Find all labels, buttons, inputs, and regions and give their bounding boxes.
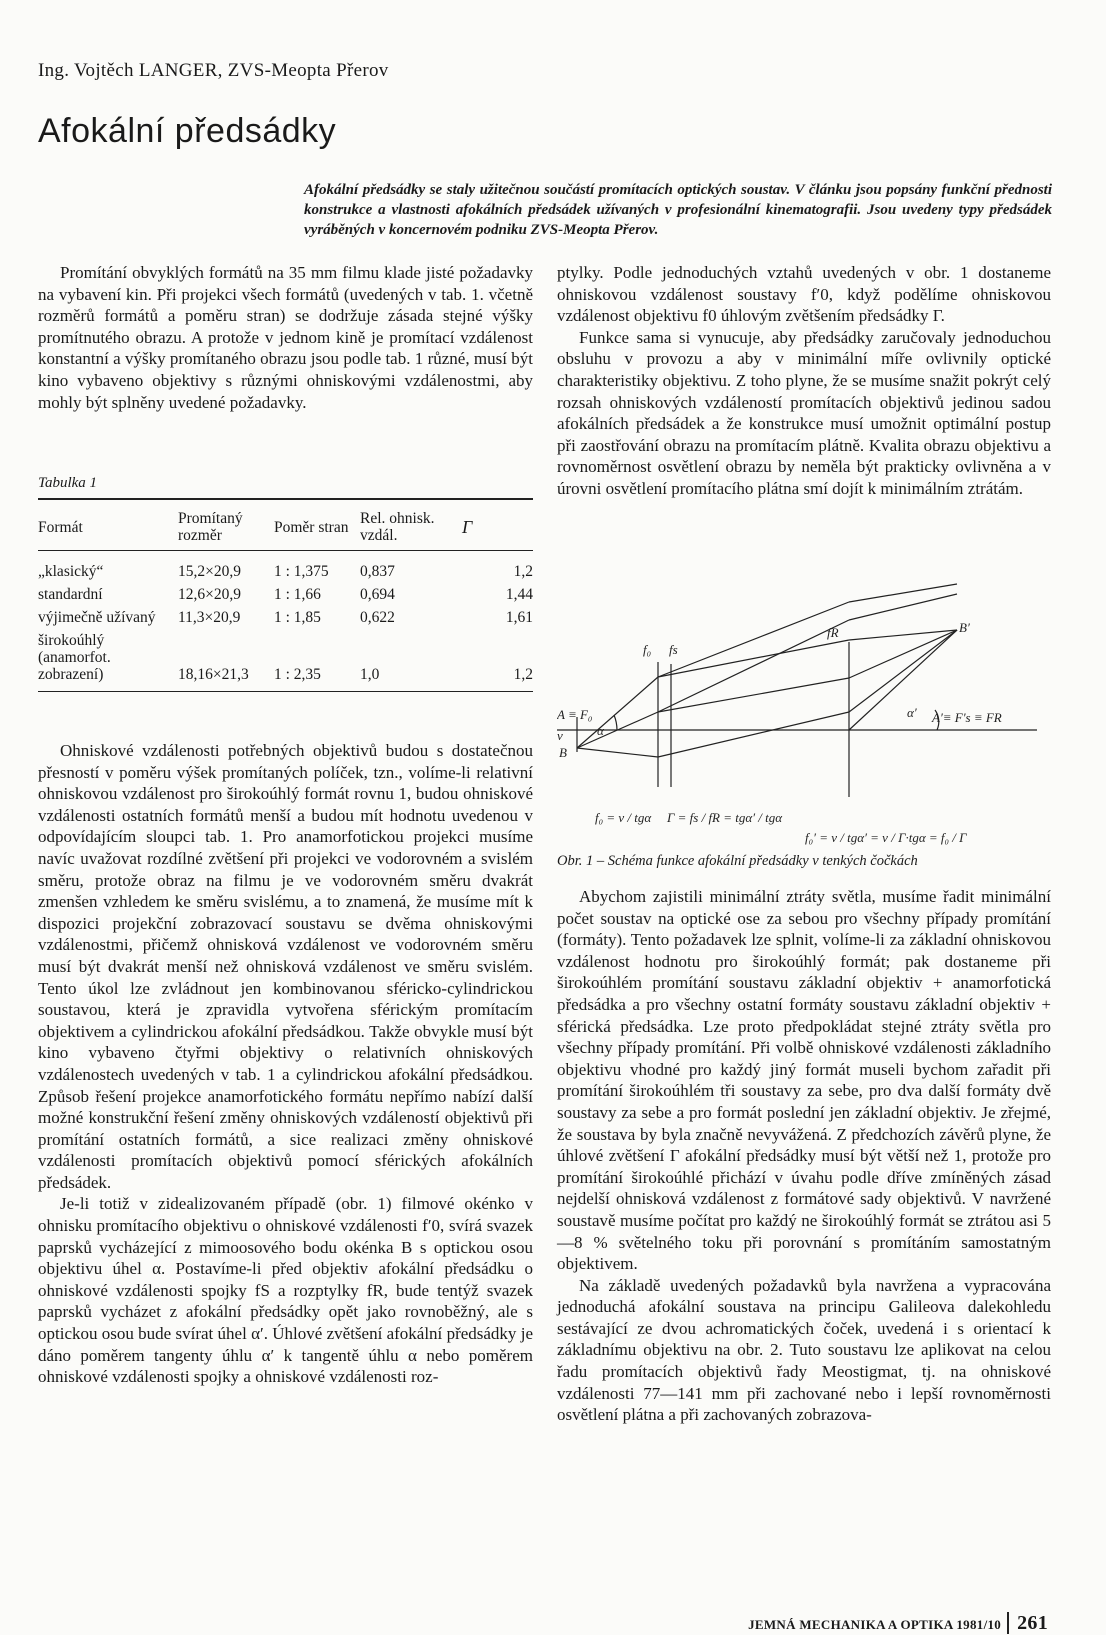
table-cell: 1,2: [513, 666, 533, 683]
ray: [658, 678, 849, 712]
table-row: [38, 606, 533, 629]
table-cell: 1,44: [505, 586, 533, 603]
table-row: [38, 583, 533, 606]
table-cell: 0,837: [360, 563, 395, 580]
label-f0: f₀: [643, 642, 652, 657]
table-1: [38, 498, 533, 692]
table-cell: výjimečně užívaný: [38, 609, 156, 626]
table-header-cell: Promítaný rozměr: [178, 510, 243, 544]
table-row: [38, 551, 533, 584]
paragraph: ptylky. Podle jednoduchých vztahů uvedených v obr. 1 dostaneme ohniskovou vzdálenost soustavy f′0, když podělíme ohniskovou vzdálenost objektivu f0 úhlovým zvětšením předsádky Γ.: [557, 263, 1051, 326]
table-header-row: [38, 500, 533, 551]
paragraph: Je-li totiž v zidealizovaném případě (obr. 1) filmové okénko v ohnisku promítacího objektivu o ohniskové vzdálenosti f′0, svírá svazek paprsků vycházející z mimoosového bodu okénka B s optickou osou objektivu úhel α. Postavíme-li před objektiv afokální předsádku o ohniskové vzdálenosti spojky fS a rozptylky fR, bude tentýž svazek paprsků vycházet z afokální předsádky opět jako rovnoběžný, ale s optickou osou bude svírat úhel α′. Úhlové zvětšení afokální předsádky je dáno poměrem tangenty úhlu α′ k tangentě úhlu α nebo poměrem ohniskové vzdálenosti spojky a ohniskové vzdálenosti roz-: [38, 1194, 533, 1387]
table-cell: 15,2×20,9: [178, 563, 241, 580]
page-number: 261: [1007, 1612, 1048, 1634]
table-header-cell: Γ: [462, 516, 473, 537]
table-cell: širokoúhlý (anamorfot. zobrazení): [38, 632, 111, 683]
label-v: v: [557, 728, 563, 743]
label-alphaprime: α′: [907, 705, 917, 720]
ray: [849, 630, 957, 640]
equation-2: Γ = fs / fR = tgα′ / tgα: [667, 810, 783, 825]
table-cell: „klasický“: [38, 563, 104, 580]
table-cell: 11,3×20,9: [178, 609, 241, 626]
abstract: Afokální předsádky se staly užitečnou součástí promítacích optických soustav. V článku jsou popsány funkční přednosti konstrukce a vlastnosti afokálních předsádek užívaných v profesionální kinematografii. Jsou uvedeny typy předsádek vyráběných v koncernovém podniku ZVS-Meopta Přerov.: [304, 182, 1052, 238]
table-cell: 1,2: [513, 563, 533, 580]
equation-3: f₀′ = v / tgα′ = v / Γ·tgα = f₀ / Γ: [805, 830, 967, 845]
paragraph: Abychom zajistili minimální ztráty světla, musíme řadit minimální počet soustav na optické ose za sebou pro všechny případy promítání (formáty). Tento požadavek lze splnit, volíme-li za základní ohniskovou vzdálenost hodnotu pro širokoúhlý formát; pak dostaneme při širokoúhlém promítání soustavu základní objektiv + anamorfotická předsádka a pro všechny ostatní formáty soustavu základní objektiv + sférická předsádka. Lze proto předpokládat stejné ztráty světla pro všechny případy promítání. Při volbě ohniskové vzdálenosti základního objektivu vhodné pro každý jiný formát museli bychom zařadit při promítání širokoúhlém tři soustavy za sebe, pro dva další formáty dvě soustavy za sebe a pro formát poslední jen základní objektiv. Je zřejmé, že soustava by byla značně nevyvážená. Z předchozích závěrů plyne, že úhlové zvětšení Γ afokální předsádky musí být větší než 1, protože pro promítání širokoúhlé přichází v úvahu podle dříve zmíněných zásad nejdelší ohnisková vzdálenost z formátové sady objektivů. V navržené soustavě musíme počítat pro každý ne širokoúhlý formát se ztrátou asi 5—8 % světelného toku při porovnání s promítáním samostatným objektivem.: [557, 887, 1051, 1274]
article-title: Afokální předsádky: [38, 112, 337, 150]
table-cell: 1 : 2,35: [274, 666, 321, 683]
journal-name: JEMNÁ MECHANIKA A OPTIKA 1981/10: [748, 1617, 1002, 1632]
figure-caption: Obr. 1 – Schéma funkce afokální předsádky v tenkých čočkách: [557, 853, 918, 869]
table-cell: 1 : 1,66: [274, 586, 321, 603]
page-footer: [748, 1612, 1048, 1635]
paragraph: Funkce sama si vynucuje, aby předsádky zaručovaly jednoduchou obsluhu v provozu a aby v minimální míře ovlivnily optické charakteristiky objektivu. Z toho plyne, že se musíme snažit pokrýt celý rozsah ohniskových vzdáleností promítacích objektivů jedinou sadou afokálních předsádek a že konstrukce musí umožnit optimální postup při zaostřování obrazu na promítacím plátně. Kvalita obrazu objektivu a rovnoměrnost osvětlení obrazu by neměla být prakticky ovlivněna a v úrovni osvětlení promítacího plátna smí dojít k minimálním ztrátám.: [557, 327, 1051, 498]
col2-body: [557, 886, 1051, 1426]
author-line: Ing. Vojtěch LANGER, ZVS-Meopta Přerov: [38, 60, 389, 81]
ray: [658, 712, 849, 757]
table-header-cell: Rel. ohnisk. vzdál.: [360, 510, 435, 544]
optical-diagram: [557, 582, 1051, 852]
table-cell: 1,61: [505, 609, 533, 626]
table-cell: 12,6×20,9: [178, 586, 241, 603]
figure-1: [557, 582, 1051, 852]
col1-body: [38, 740, 533, 1388]
ray: [849, 584, 957, 602]
table-cell: standardní: [38, 586, 103, 603]
table-caption: Tabulka 1: [38, 475, 98, 491]
paragraph: Ohniskové vzdálenosti potřebných objektivů budou s dostatečnou přesností v poměru výšek promítaných políček, tzn., volíme-li relativní ohniskovou vzdálenost pro širokoúhlý formát rovnu 1, budou ohniskové vzdálenosti ostatních formátů menší a budou mít hodnotu uvedenou v odpovídajícím sloupci tab. 1. Pro anamorfotickou projekci musíme navíc uvažovat rozdílné zvětšení při projekci ve vodorovném a svislém směru, protože obraz na filmu je ve vodorovném směru dvakrát zmenšen vzhledem ke směru svislému, a to znamená, že musíme mít k dispozici projekční zobrazovací soustavu se dvěma ohniskovými vzdálenostmi, přičemž ohnisková vzdálenost ve vodorovném směru musí být dvakrát menší než ohnisková vzdálenost ve směru svislém. Tento úkol lze zvládnout jen kombinovanou sféricko-cylindrickou soustavou, která je zpravidla vytvořena sférickým promítacím objektivem a cylindrickou afokální předsádkou. Takže obvykle musí být kino vybaveno čtyřmi objektivy o relativních ohniskových vzdálenostech uvedených v tab. 1 a cylindrickou afokální předsádkou. Způsob řešení projekce anamorfotického formátu nepřímo nabízí další možné konstrukční řešení změny ohniskových vzdáleností objektivů při promítání ostatních formátů, a sice realizaci změny ohniskové vzdálenosti promítacích objektivů pomocí sférických afokálních předsádek.: [38, 741, 533, 1192]
table-cell: 0,622: [360, 609, 395, 626]
col2-top: [557, 262, 1051, 500]
paragraph: Promítání obvyklých formátů na 35 mm filmu klade jisté požadavky na vybavení kin. Při projekci všech formátů (uvedených v tab. 1. včetně rozměrů formátů a poměru stran) se dodržuje zásada stejné výšky promítnutého obrazu. A protože v jednom kině je promítací vzdálenost konstantní a výšky promítaného obrazu jsou podle tab. 1 různé, musí být kino vybaveno objektivy s různými ohniskovými vzdálenostmi, aby mohly být splněny uvedené požadavky.: [38, 263, 533, 412]
paragraph: Na základě uvedených požadavků byla navržena a vypracována jednoduchá afokální soustava na principu Galileova dalekohledu sestávající ze dvou achromatických čoček, uvedená i s orientací k základnímu objektivu na obr. 2. Tuto soustavu lze aplikovat na celou řadu promítacích objektivů řady Meostigmat, tj. na ohniskové vzdálenosti 77—141 mm při zachované nebo i lepší rovnoměrnosti osvětlení plátna a při zachovaných zobrazova-: [557, 1275, 1051, 1425]
label-b: B: [559, 745, 567, 760]
table-cell: 0,694: [360, 586, 395, 603]
ray: [849, 594, 957, 620]
label-a-f0: A ≡ F₀: [557, 707, 593, 722]
ray: [658, 640, 849, 677]
label-bprime: B′: [959, 620, 970, 635]
table-cell: 18,16×21,3: [178, 666, 249, 683]
label-alpha: α: [597, 723, 604, 738]
table-cell: 1,0: [360, 666, 380, 683]
label-fs: fs: [669, 642, 678, 657]
table-header-cell: Formát: [38, 518, 83, 536]
table-header-cell: Poměr stran: [274, 518, 349, 536]
ray: [577, 748, 658, 757]
table-cell: 1 : 1,375: [274, 563, 329, 580]
col1-intro: [38, 262, 533, 413]
table-row: [38, 629, 533, 692]
label-aprime: A′≡ F's ≡ FR: [932, 710, 1002, 725]
table-cell: 1 : 1,85: [274, 609, 321, 626]
alpha-arc: [614, 715, 617, 730]
equation-1: f₀ = v / tgα: [595, 810, 652, 825]
label-fr: fR: [827, 625, 839, 640]
